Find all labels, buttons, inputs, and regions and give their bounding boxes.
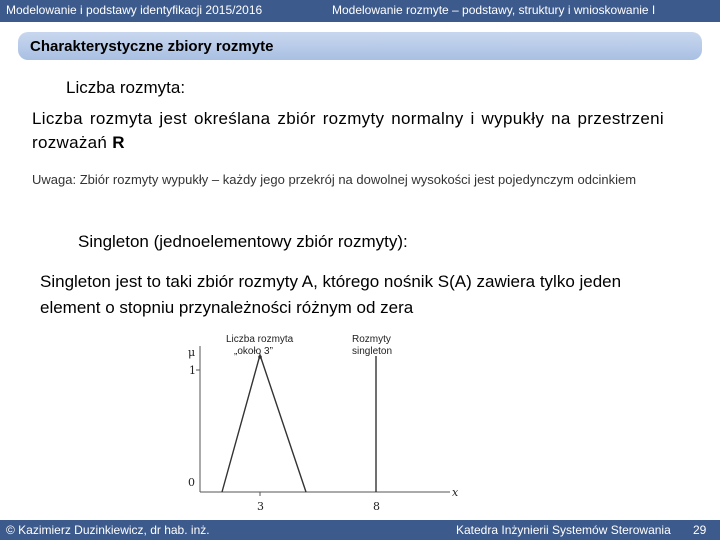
y-axis-label: μ: [188, 346, 196, 359]
singleton-definition: Singleton jest to taki zbiór rozmyty A, którego nośnik S(A) zawiera tylko jeden element o stopniu przynależności różnym od zera: [40, 272, 622, 317]
singleton-heading-bold: Singleton: [78, 232, 149, 251]
footer-author: © Kazimierz Duzinkiewicz, dr hab. inż.: [6, 523, 210, 537]
singleton-heading-rest: (jednoelementowy zbiór rozmyty):: [148, 232, 408, 251]
fuzzy-number-label-line1: Liczba rozmyta: [226, 334, 294, 345]
footer-department: Katedra Inżynierii Systemów Sterowania: [456, 523, 671, 537]
section-title-bar: [18, 32, 702, 60]
singleton-heading: [78, 232, 408, 252]
fuzzy-number-heading: Liczba rozmyta:: [66, 78, 186, 97]
membership-figure: [180, 326, 480, 514]
page-number: 29: [693, 523, 707, 537]
y-tick-1: 1: [189, 364, 196, 377]
real-numbers-symbol: R: [112, 133, 125, 152]
triangular-membership-function: [222, 355, 306, 492]
convexity-note: Uwaga: Zbiór rozmyty wypukły – każdy jego przekrój na dowolnej wysokości jest pojedynczym odcinkiem: [32, 172, 637, 187]
section-title: Charakterystyczne zbiory rozmyte: [30, 38, 274, 55]
x-tick-8: 8: [373, 500, 380, 513]
fuzzy-number-definition-text: Liczba rozmyta jest określana zbiór rozmyty normalny i wypukły na przestrzeni rozważań: [32, 109, 664, 152]
topic-title: Modelowanie rozmyte – podstawy, struktury i wnioskowanie I: [332, 3, 656, 17]
membership-diagram: [180, 326, 480, 514]
x-tick-3: 3: [257, 500, 264, 513]
fuzzy-number-label-line2: „około 3”: [234, 346, 273, 357]
x-axis-label: x: [452, 486, 459, 499]
course-title: Modelowanie i podstawy identyfikacji 2015/2016: [6, 3, 263, 17]
footer-bar: [0, 520, 720, 540]
y-tick-0: 0: [188, 476, 195, 489]
header-bar: [0, 0, 720, 22]
fuzzy-number-definition: [32, 107, 664, 155]
singleton-label-line2: singleton: [352, 346, 393, 357]
singleton-label-line1: Rozmyty: [352, 334, 391, 345]
